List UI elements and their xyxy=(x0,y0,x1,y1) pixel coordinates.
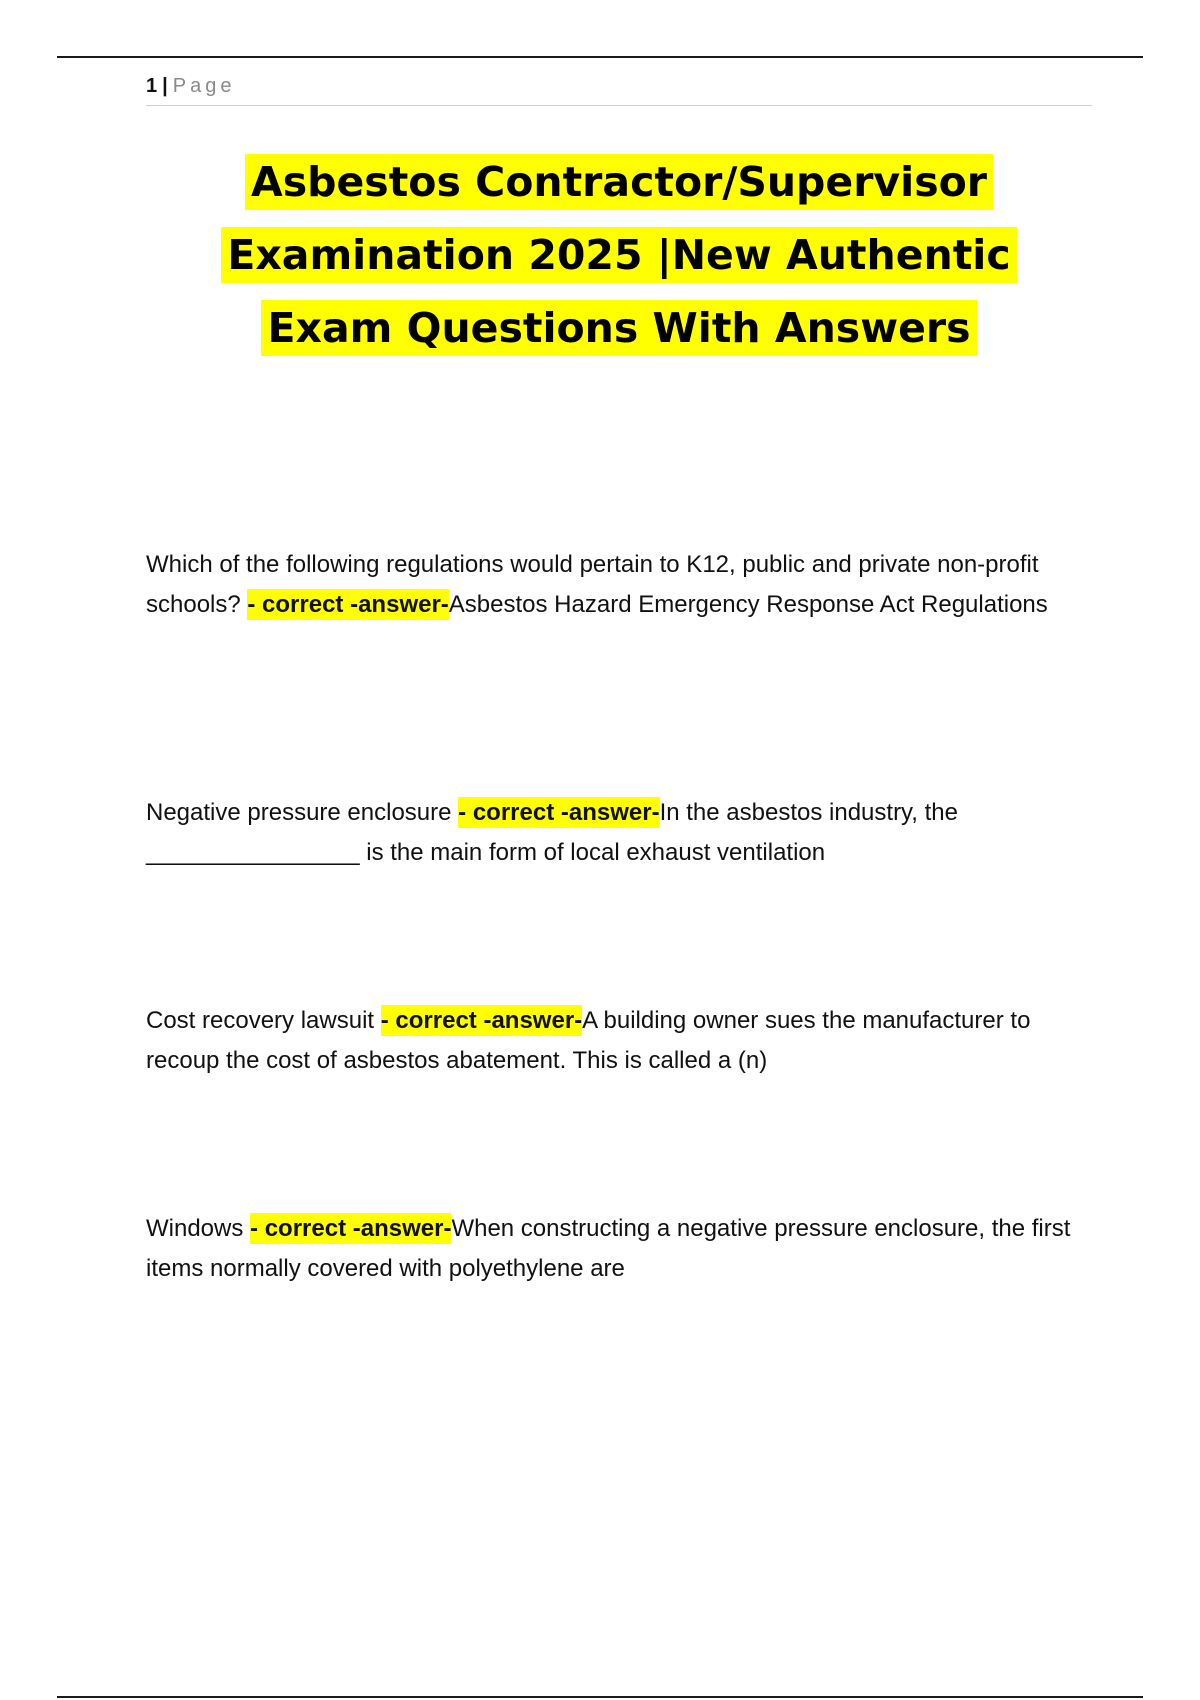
qa-answer: In the asbestos industry, the ________________ is the main form of local exhaust ventilation xyxy=(146,799,958,866)
qa-question: Negative pressure enclosure xyxy=(146,799,459,826)
title-line-2: Examination 2025 |New Authentic xyxy=(221,227,1016,283)
title-line-3: Exam Questions With Answers xyxy=(261,300,976,356)
answer-marker: - correct -answer- xyxy=(380,1007,583,1034)
top-border-rule xyxy=(57,56,1143,58)
page-header xyxy=(146,74,235,98)
qa-item xyxy=(146,545,1092,625)
answer-marker: - correct -answer- xyxy=(250,1215,452,1242)
qa-item xyxy=(146,793,1092,873)
qa-item xyxy=(146,1209,1092,1289)
qa-answer: When constructing a negative pressure enclosure, the first items normally covered with polyethylene are xyxy=(146,1215,1071,1282)
page-separator: | xyxy=(162,75,169,97)
qa-item xyxy=(146,1001,1092,1081)
qa-question: Which of the following regulations would pertain to K12, public and private non-profit schools? xyxy=(146,551,1039,618)
qa-question: Windows xyxy=(146,1215,251,1242)
document-title xyxy=(146,146,1092,365)
qa-answer: A building owner sues the manufacturer to recoup the cost of asbestos abatement. This is called a (n) xyxy=(146,1007,1031,1074)
qa-answer: Asbestos Hazard Emergency Response Act Regulations xyxy=(448,591,1048,618)
answer-marker: - correct -answer- xyxy=(458,799,660,826)
page-number: 1 xyxy=(146,75,159,97)
answer-marker: - correct -answer- xyxy=(247,591,449,618)
header-rule xyxy=(146,105,1092,106)
title-line-1: Asbestos Contractor/Supervisor xyxy=(245,154,993,210)
page-word: Page xyxy=(172,75,236,97)
qa-question: Cost recovery lawsuit xyxy=(146,1007,381,1034)
bottom-border-rule xyxy=(57,1696,1143,1698)
